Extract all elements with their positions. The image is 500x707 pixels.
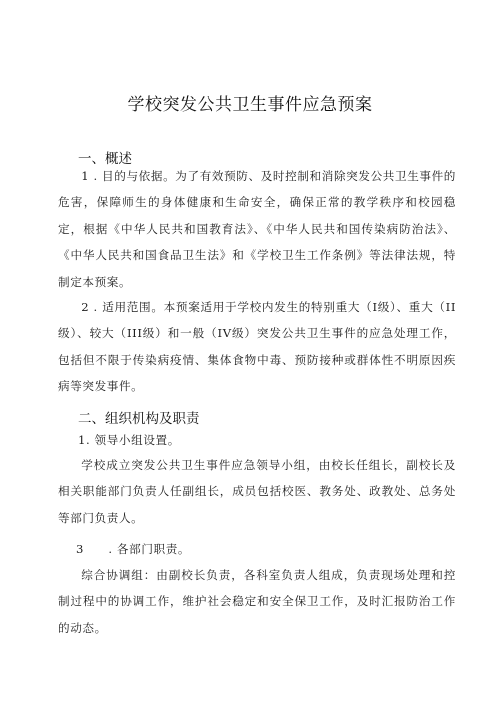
document-title: 学校突发公共卫生事件应急预案 [127,95,373,115]
paragraph-department-duties: 3 . 各部门职责。 [76,542,191,556]
section-heading-overview: 一、概述 [78,151,132,167]
paragraph-purpose: 1 . 目的与依据。为了有效预防、及时控制和消除突发公共卫生事件的危害，保障师生的身体健康和生命安全，确保正常的教学秩序和校园稳定，根据《中华人民共和国教育法》、《中华人民共和国传染病防治法》、《中华人民共和国食品卫生法》和《学校卫生工作条例》等法律法规，特制定本预案。 [58,169,456,289]
paragraph-leadership-detail: 学校成立突发公共卫生事件应急领导小组，由校长任组长，副校长及相关职能部门负责人任副组长，成员包括校医、教务处、政教处、总务处等部门负责人。 [58,458,456,525]
paragraph-leadership-setup: 1. 领导小组设置。 [78,433,180,447]
paragraph-coordination-group: 综合协调组：由副校长负责，各科室负责人组成，负责现场处理和控制过程中的协调工作，维护社会稳定和安全保卫工作，及时汇报防治工作的动态。 [58,568,456,635]
section-heading-organization: 二、组织机构及职责 [78,411,200,427]
paragraph-scope: 2 . 适用范围。本预案适用于学校内发生的特别重大（I级）、重大（II级）、较大（III级）和一般（IV级）突发公共卫生事件的应急处理工作，包括但不限于传染病疫情、集体食物中毒、预防接种或群体性不明原因疾病等突发事件。 [58,300,456,394]
